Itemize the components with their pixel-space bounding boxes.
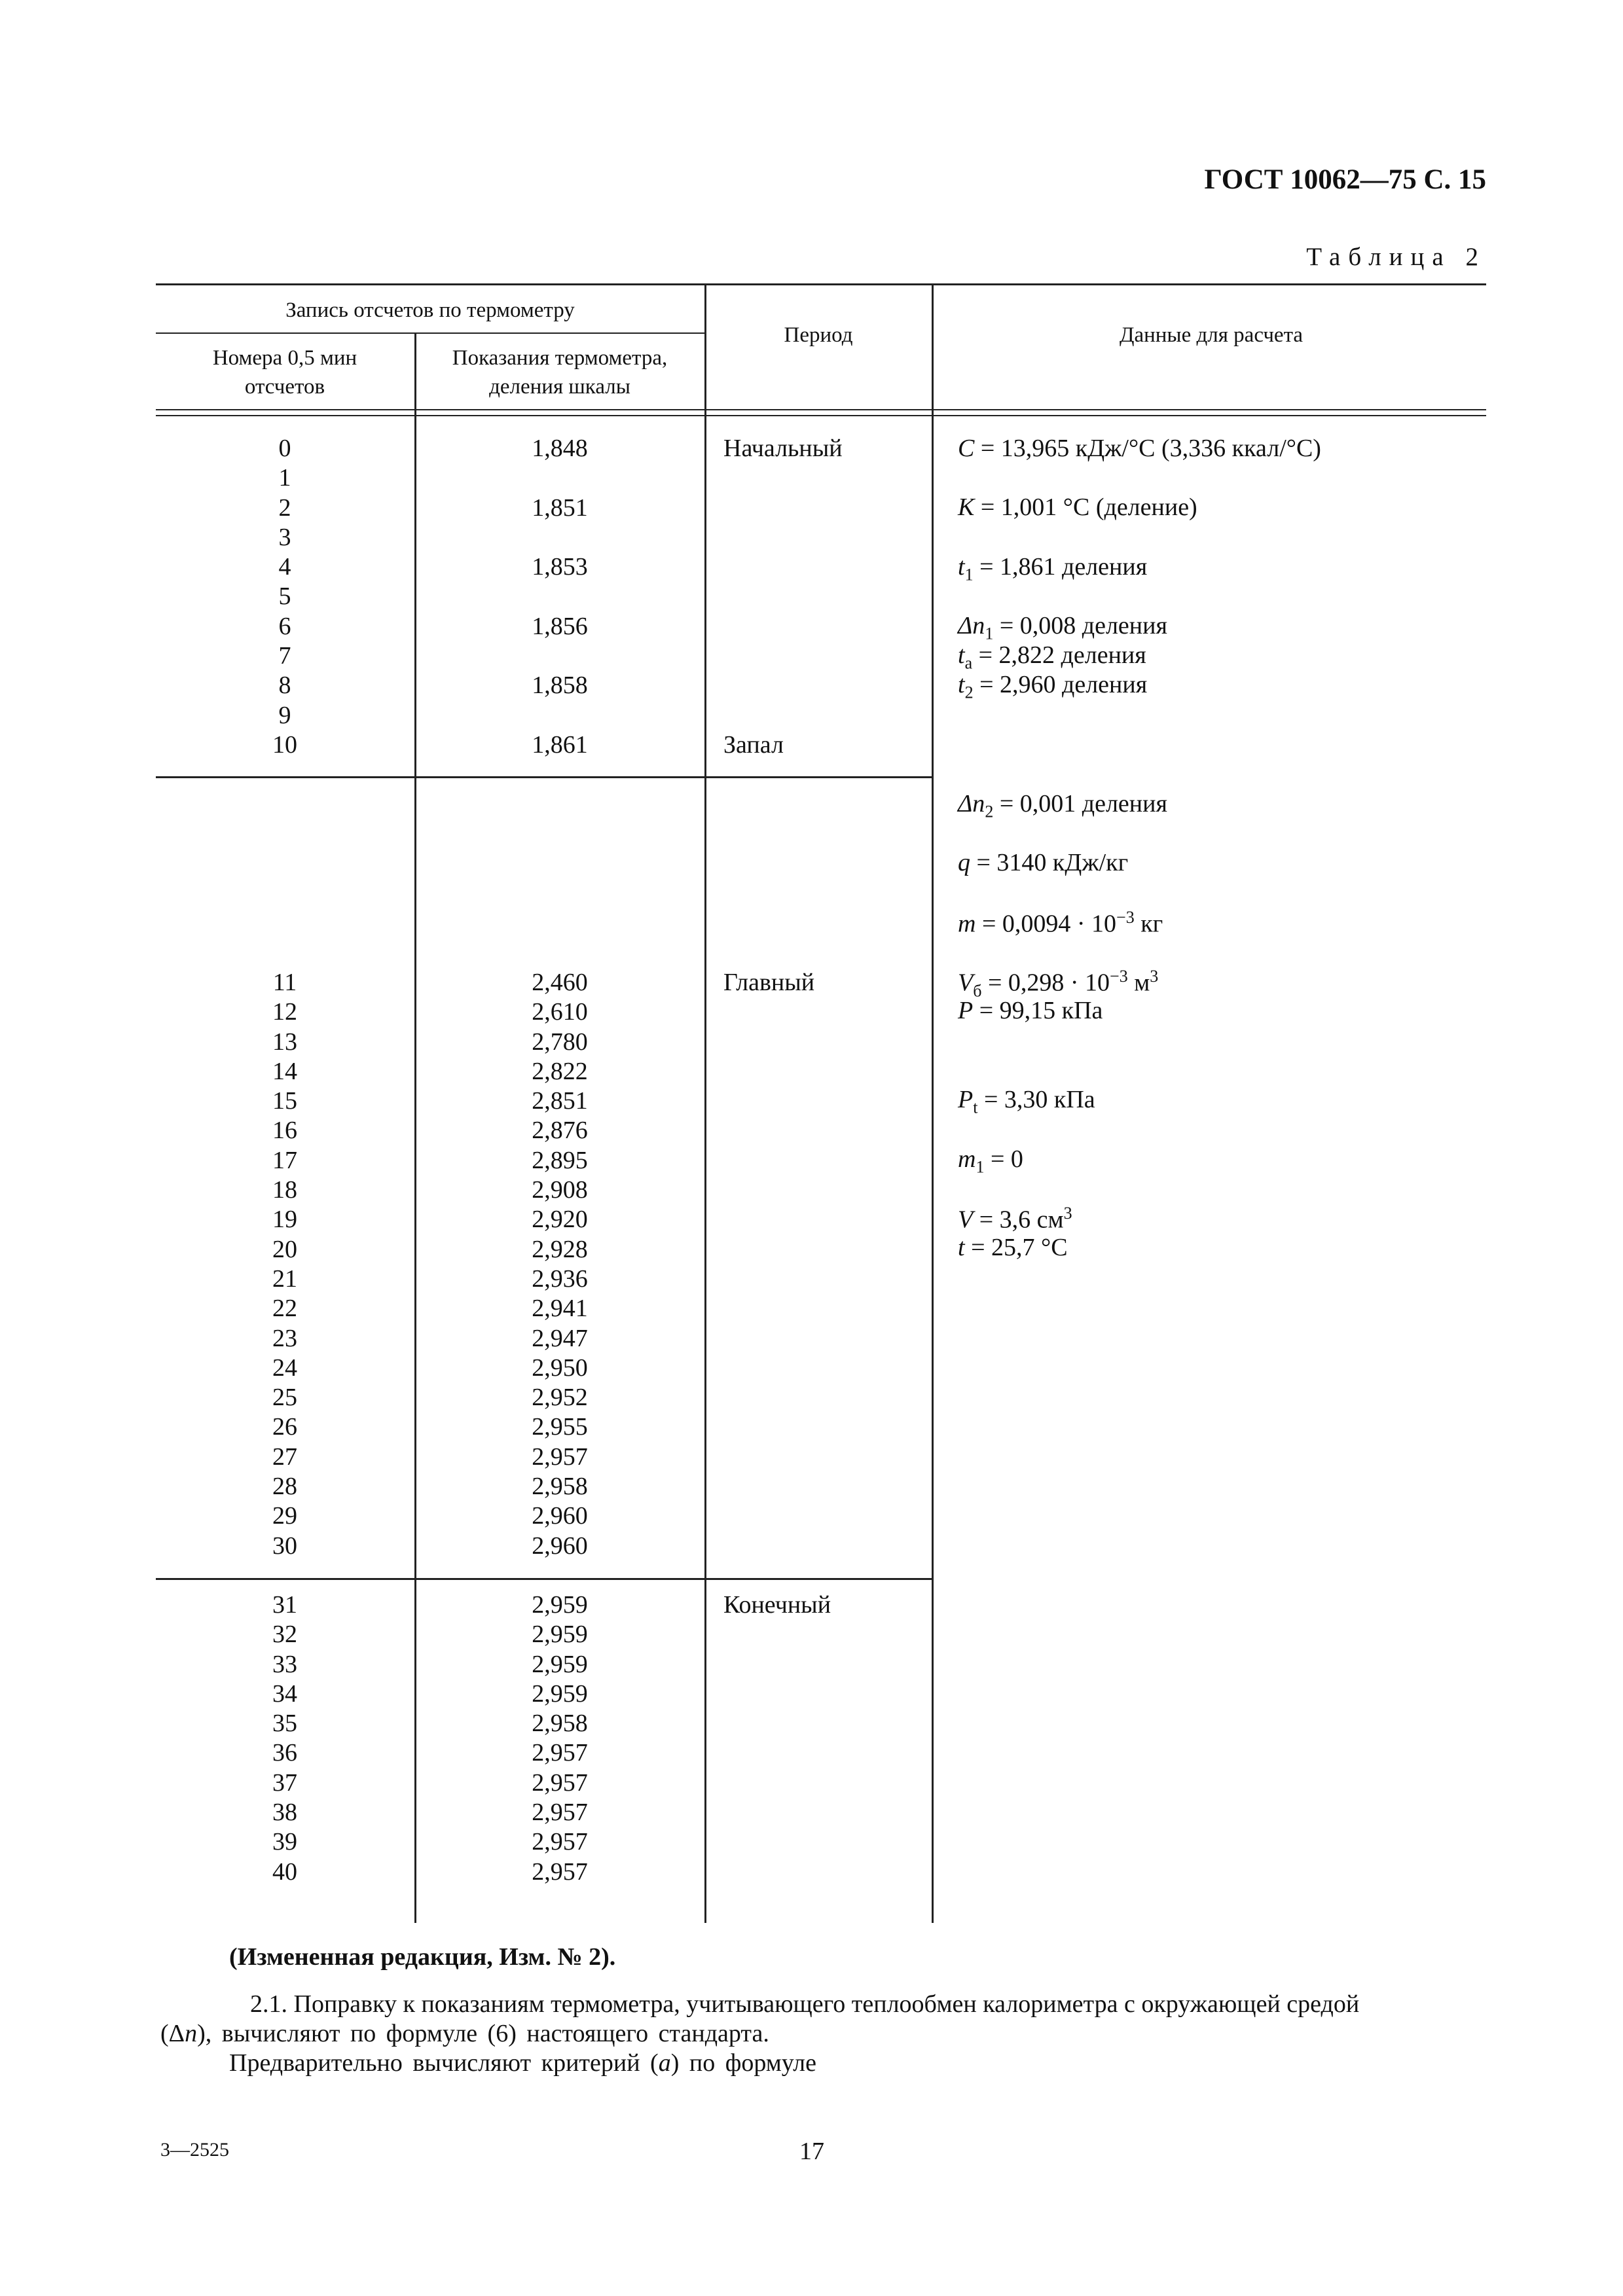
calc-value: = 0 [984,1145,1023,1173]
table-cell: 14 [272,1057,297,1085]
calc-unit-exponent: 3 [1150,967,1159,986]
table-cell: 2,957 [532,1739,588,1767]
table-cell: 2,960 [532,1502,588,1530]
table-cell: 35 [272,1710,297,1738]
table-cell: 1,858 [532,672,588,700]
table-cell [419,582,701,611]
calc-subscript: 2 [964,683,974,702]
calc-t1 [958,552,1147,585]
calc-value: = 25,7 °С [964,1234,1068,1261]
table-top-border [156,283,1486,285]
calc-symbol: m [958,910,976,938]
final-numbers [157,1590,412,1887]
table-cell: 2,959 [532,1621,588,1649]
calc-value: = 0,298 · 10 [981,969,1110,997]
table-cell: 2,958 [532,1473,588,1501]
table-cell: 25 [272,1384,297,1412]
calc-symbol: P [958,1086,974,1113]
period-main: Главный [723,969,815,996]
table-cell: 12 [272,998,297,1026]
text-fragment: ) по формуле [670,2049,816,2077]
table-cell: 1,853 [532,553,588,581]
calc-symbol: q [958,849,970,876]
calc-symbol: t [958,641,965,669]
table-cell: 29 [272,1502,297,1530]
header-bottom-line-1 [156,409,1486,410]
table-cell: 1,851 [532,493,588,522]
table-cell: 1,848 [532,435,588,462]
period-final: Конечный [723,1591,831,1619]
calc-pt [958,1085,1095,1118]
initial-readings [419,434,701,760]
table-cell: 2,957 [532,1768,588,1797]
calc-subscript: 1 [976,1157,985,1177]
table-cell: 33 [272,1650,297,1678]
table-cell: 2,957 [532,1799,588,1827]
final-readings [419,1590,701,1887]
table-cell: 10 [272,730,297,759]
calc-q [958,848,1128,877]
table-cell: 18 [272,1176,297,1204]
calc-subscript: 1 [985,624,994,643]
calc-dn2 [958,789,1167,822]
table-cell: 2,928 [532,1235,588,1263]
table-cell: 11 [272,969,297,996]
table-cell: 22 [272,1295,297,1323]
table-cell: 24 [272,1354,297,1382]
header-col-period: Период [784,323,853,347]
table-cell: 1,856 [532,612,588,640]
calc-value: = 1,861 деления [973,553,1148,581]
calc-temperature [958,1233,1068,1262]
calc-subscript: 2 [985,802,994,821]
table-cell: 16 [272,1117,297,1145]
calc-value: = 3,30 кПа [977,1086,1095,1113]
col-divider-1 [414,332,416,1923]
table-cell: 2,955 [532,1413,588,1441]
calc-symbol: t [958,553,965,581]
text-fragment: (Δ [160,2020,185,2047]
section-divider-main [156,1578,934,1580]
table-cell: 2,957 [532,1857,588,1886]
calc-value: = 2,822 деления [972,641,1146,669]
table-cell: 2,947 [532,1324,588,1352]
table-cell: 6 [278,612,291,640]
period-initial: Начальный [723,435,843,462]
amendment-note: (Измененная редакция, Изм. № 2). [229,1943,616,1971]
header-col-data: Данные для расчета [1119,323,1304,347]
calc-value: = 3140 кДж/кг [970,849,1129,876]
table-cell [419,641,701,671]
section-divider-initial [156,776,934,778]
paragraph-2-1-line2 [160,2019,769,2049]
calc-thermometer-constant [958,493,1197,522]
table-cell: 2,959 [532,1679,588,1708]
calc-subscript: a [964,653,973,673]
main-numbers [157,968,412,1561]
table-cell: 2,460 [532,969,588,996]
document-header: ГОСТ 10062—75 С. 15 [1204,164,1486,195]
calc-symbol: Δn [958,790,985,817]
header-bottom-line-2 [156,415,1486,416]
table-cell [419,701,701,730]
table-cell: 31 [272,1591,297,1619]
text-fragment: ), вычисляют по формуле (6) настоящего стандарта. [197,2020,769,2047]
calc-value: = 3,6 см [973,1206,1064,1234]
calc-value: = 0,008 деления [993,612,1167,639]
table-cell: 34 [272,1679,297,1708]
table-cell: 2,960 [532,1532,588,1560]
table-cell: 8 [278,672,291,700]
table-cell: 2,895 [532,1146,588,1174]
calc-symbol: V [958,969,974,997]
table-cell: 9 [278,701,291,729]
text-fragment: a [658,2049,671,2077]
table-cell: 2,941 [532,1295,588,1323]
header-group: Запись отсчетов по термометру [285,298,575,322]
table-cell: 2,822 [532,1057,588,1085]
group-header-divider [156,332,704,334]
table-cell: 28 [272,1473,297,1501]
calc-value: = 99,15 кПа [973,997,1103,1024]
col-divider-2 [704,283,706,1923]
calc-subscript: б [973,981,982,1001]
paragraph-criterion [229,2049,816,2078]
table-caption: Таблица 2 [1306,243,1486,271]
calc-pressure [958,996,1103,1025]
header-col-readings: Показания термометра, деления шкалы [452,346,668,399]
table-cell: 2,610 [532,998,588,1026]
table-cell: 1 [278,464,291,492]
table-cell: 27 [272,1443,297,1471]
table-cell: 2,950 [532,1354,588,1382]
table-cell: 2,958 [532,1710,588,1738]
calc-dn1 [958,611,1167,644]
calc-symbol: t [958,671,965,698]
calc-volume [958,1204,1072,1234]
table-cell: 38 [272,1799,297,1827]
table-cell: 2,908 [532,1176,588,1204]
calc-value: = 1,001 °С (деление) [974,493,1197,521]
table-cell: 2,936 [532,1265,588,1293]
calc-subscript: 1 [964,565,974,584]
table-cell: 7 [278,642,291,670]
calc-subscript: t [973,1098,978,1117]
table-cell: 2,920 [532,1206,588,1234]
table-cell: 2,957 [532,1443,588,1471]
table-cell: 30 [272,1532,297,1560]
table-cell: 4 [278,553,291,581]
header-col-numbers: Номера 0,5 мин отсчетов [212,346,357,399]
table-cell: 20 [272,1235,297,1263]
table-cell: 37 [272,1768,297,1797]
table-cell: 2,851 [532,1087,588,1115]
table-cell: 3 [278,523,291,551]
col-divider-3 [932,283,934,1923]
text-fragment: n [185,2020,198,2047]
calc-symbol: P [958,997,974,1024]
calc-symbol: m [958,1145,976,1173]
table-cell: 26 [272,1413,297,1441]
calc-ta [958,641,1146,673]
table-cell: 39 [272,1828,297,1856]
calc-m [958,908,1163,939]
table-cell: 40 [272,1857,297,1886]
table-cell: 2,959 [532,1591,588,1619]
table-cell: 2,959 [532,1650,588,1678]
table-cell: 2,957 [532,1828,588,1856]
table-cell: 19 [272,1206,297,1234]
calc-heat-capacity [958,434,1321,463]
calc-t2 [958,670,1147,703]
period-ignition: Запал [723,731,784,759]
table-cell: 2,952 [532,1384,588,1412]
calc-value: = 0,0094 · 10 [976,910,1117,938]
table-cell: 23 [272,1324,297,1352]
table-cell: 2 [278,493,291,522]
table-cell: 36 [272,1739,297,1767]
table-cell: 32 [272,1621,297,1649]
calc-symbol: t [958,1234,965,1261]
calc-unit: м [1127,969,1150,997]
calc-symbol: Δn [958,612,985,639]
table-cell: 17 [272,1146,297,1174]
calc-exponent: −3 [1116,908,1135,927]
calc-value: = 2,960 деления [973,671,1148,698]
calc-exponent: −3 [1110,967,1128,986]
table-cell: 5 [278,583,291,611]
calc-m1 [958,1145,1023,1177]
initial-numbers [157,434,412,760]
page-number: 17 [799,2138,824,2165]
calc-value: = 13,965 кДж/°С (3,336 ккал/°С) [974,435,1321,462]
text-fragment: Предварительно вычисляют критерий ( [229,2049,659,2077]
table-cell: 15 [272,1087,297,1115]
table-cell: 2,780 [532,1028,588,1056]
table-cell: 2,876 [532,1117,588,1145]
table-cell [419,523,701,552]
paragraph-2-1-line1: 2.1. Поправку к показаниям термометра, учитывающего теплообмен калориметра с окружающей средой [250,1990,1360,2018]
table-cell [419,463,701,493]
calc-symbol: V [958,1206,974,1234]
table-cell: 1,861 [532,730,588,759]
calc-symbol: C [958,435,975,462]
table-cell: 13 [272,1028,297,1056]
calc-symbol: K [958,493,975,521]
footer-print-code: 3—2525 [160,2139,229,2161]
calc-unit: кг [1134,910,1163,938]
main-readings [419,968,701,1561]
table-cell: 21 [272,1265,297,1293]
calc-value: = 0,001 деления [993,790,1167,817]
calc-exponent: 3 [1063,1204,1072,1223]
table-cell: 0 [278,435,291,462]
